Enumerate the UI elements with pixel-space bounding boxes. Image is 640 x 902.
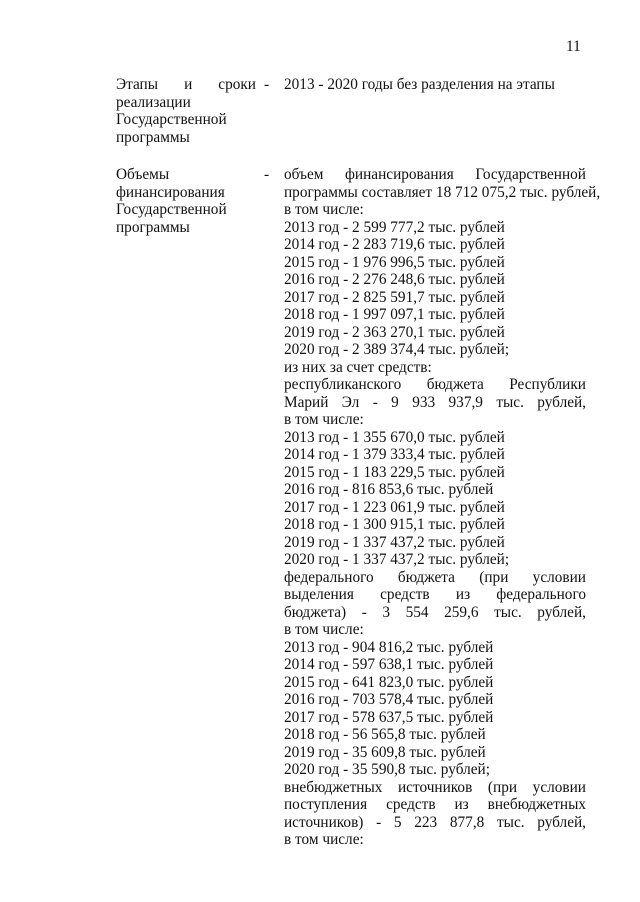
value-line: 2014 год - 597 638,1 тыс. рублей xyxy=(284,656,494,673)
value-line: в том числе: xyxy=(284,411,364,428)
label-line: реализации xyxy=(116,93,191,111)
separator-dash: - xyxy=(264,166,270,183)
value-line: 2018 год - 1 300 915,1 тыс. рублей xyxy=(284,516,505,533)
value-line: выделения средств из федерального xyxy=(284,586,586,603)
value-line: 2016 год - 816 853,6 тыс. рублей xyxy=(284,481,494,498)
value-line: 2017 год - 578 637,5 тыс. рублей xyxy=(284,708,494,726)
value-line: программы составляет 18 712 075,2 тыс. рублей, xyxy=(284,183,601,201)
label-line: Государственной xyxy=(116,201,227,218)
value-line: в том числе: xyxy=(284,201,364,218)
value-line: 2016 год - 703 578,4 тыс. рублей xyxy=(284,691,494,708)
value-line: бюджета) - 3 554 259,6 тыс. рублей, xyxy=(284,603,586,621)
value-line: внебюджетных источников (при условии xyxy=(284,778,586,796)
value-line: 2019 год - 35 609,8 тыс. рублей xyxy=(284,743,486,761)
label-line: Объемы xyxy=(116,166,170,183)
value-line: в том числе: xyxy=(284,621,364,638)
value-line: 2019 год - 1 337 437,2 тыс. рублей xyxy=(284,533,505,551)
value-line: в том числе: xyxy=(284,831,364,848)
value-line: 2016 год - 2 276 248,6 тыс. рублей xyxy=(284,271,505,288)
value-line: из них за счет средств: xyxy=(284,358,432,376)
value-line: 2013 год - 2 599 777,2 тыс. рублей xyxy=(284,218,505,236)
value-line: 2019 год - 2 363 270,1 тыс. рублей xyxy=(284,323,505,341)
value-line: 2017 год - 1 223 061,9 тыс. рублей xyxy=(284,498,505,516)
financing-value xyxy=(284,166,601,849)
label-line: Государственной xyxy=(116,111,227,128)
label-line: финансирования xyxy=(116,183,225,201)
value-line: 2013 год - 904 816,2 тыс. рублей xyxy=(284,638,494,656)
value-line: 2013 - 2020 годы без разделения на этапы xyxy=(284,76,555,93)
value-line: 2015 год - 1 976 996,5 тыс. рублей xyxy=(284,253,505,271)
stages-value xyxy=(284,76,586,94)
page-number: 11 xyxy=(566,38,581,55)
value-line: Марий Эл - 9 933 937,9 тыс. рублей, xyxy=(284,393,586,411)
separator-dash: - xyxy=(264,76,270,93)
value-line: поступления средств из внебюджетных xyxy=(284,796,586,813)
value-line: объем финансирования Государственной xyxy=(284,166,586,183)
value-line: источников) - 5 223 877,8 тыс. рублей, xyxy=(284,813,586,831)
value-line: 2015 год - 641 823,0 тыс. рублей xyxy=(284,673,494,691)
value-line: 2018 год - 56 565,8 тыс. рублей xyxy=(284,726,486,743)
value-line: 2014 год - 2 283 719,6 тыс. рублей xyxy=(284,236,505,253)
label-line: программы xyxy=(116,218,190,236)
financing-label xyxy=(116,166,256,236)
label-line: Этапы и сроки xyxy=(116,76,256,93)
value-line: 2020 год - 2 389 374,4 тыс. рублей; xyxy=(284,341,510,358)
value-line: 2020 год - 35 590,8 тыс. рублей; xyxy=(284,761,490,778)
value-line: 2020 год - 1 337 437,2 тыс. рублей; xyxy=(284,551,510,568)
value-line: 2017 год - 2 825 591,7 тыс. рублей xyxy=(284,288,505,306)
value-line: 2013 год - 1 355 670,0 тыс. рублей xyxy=(284,428,505,446)
value-line: 2018 год - 1 997 097,1 тыс. рублей xyxy=(284,306,505,323)
label-line: программы xyxy=(116,128,190,146)
value-line: федерального бюджета (при условии xyxy=(284,568,586,586)
stages-label xyxy=(116,76,256,146)
value-line: 2014 год - 1 379 333,4 тыс. рублей xyxy=(284,446,505,463)
value-line: 2015 год - 1 183 229,5 тыс. рублей xyxy=(284,463,505,481)
value-line: республиканского бюджета Республики xyxy=(284,376,586,393)
